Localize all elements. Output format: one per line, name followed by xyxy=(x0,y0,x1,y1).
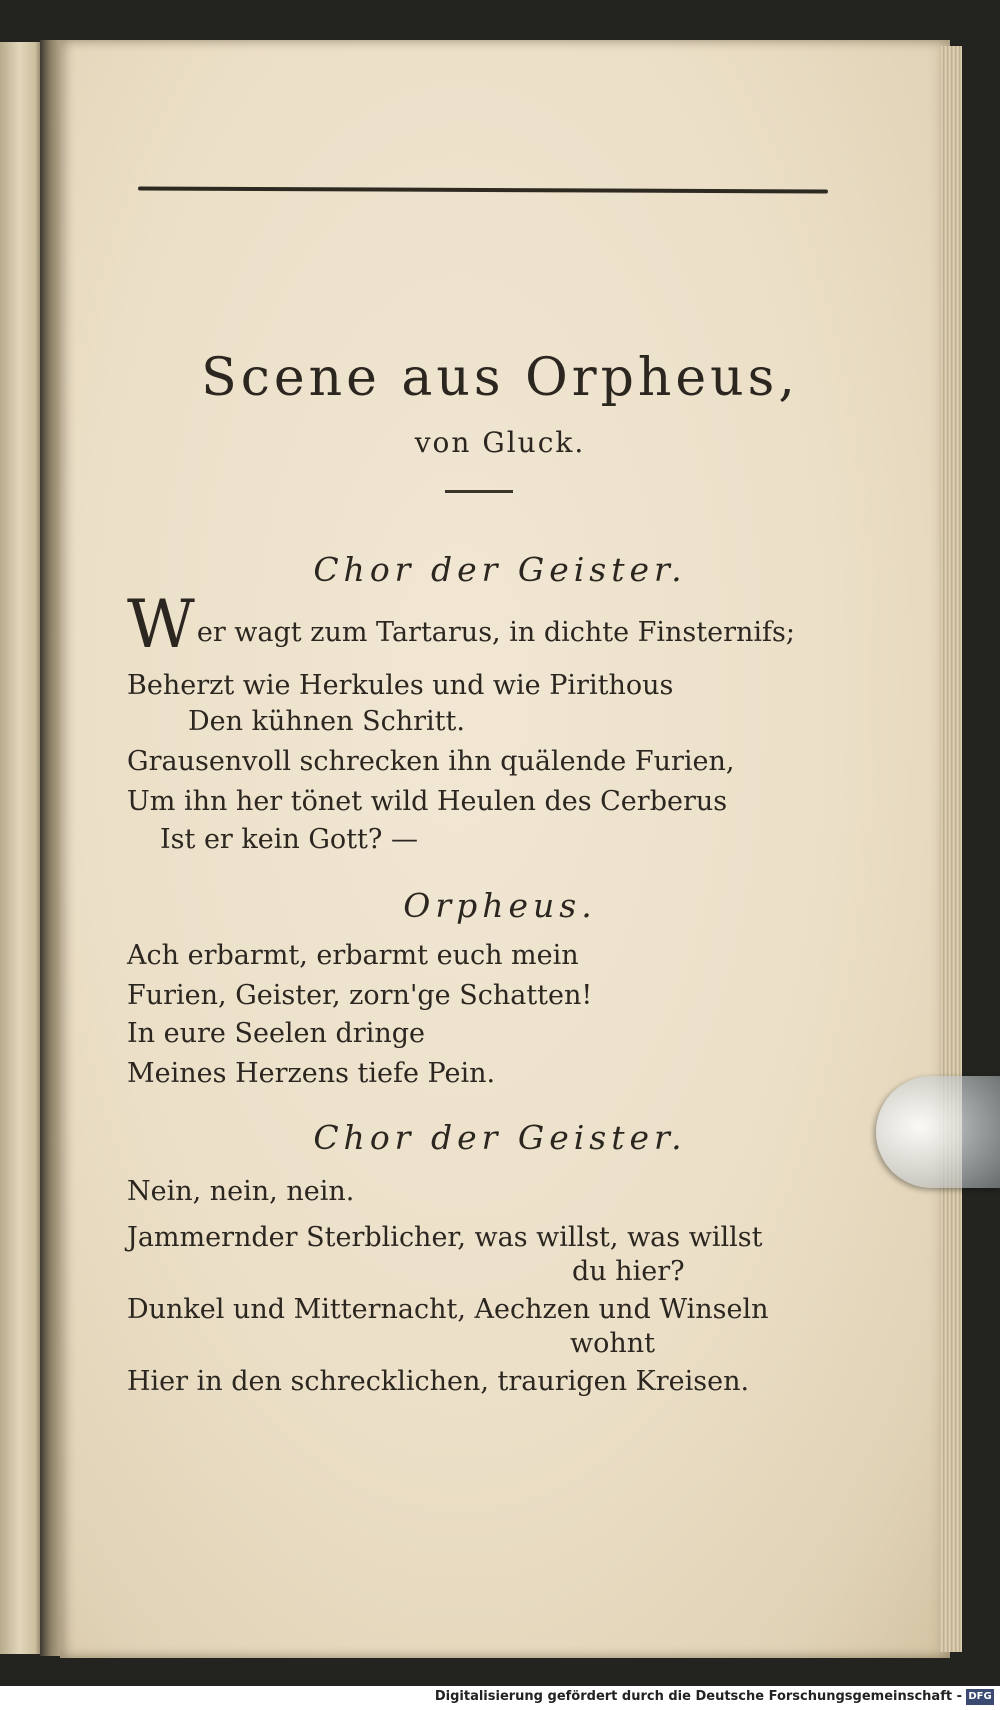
verse-line: Jammernder Sterblicher, was willst, was willst xyxy=(127,1222,763,1253)
verse-line-continuation: wohnt xyxy=(570,1328,655,1359)
speaker-heading: Orpheus. xyxy=(403,886,597,925)
drop-cap: W xyxy=(127,586,195,663)
verse-line: Dunkel und Mitternacht, Aechzen und Winseln xyxy=(127,1294,769,1325)
speaker-heading: Chor der Geister. xyxy=(313,1118,687,1157)
verse-line: Beherzt wie Herkules und wie Pirithous xyxy=(127,670,674,701)
verse-line: Ach erbarmt, erbarmt euch mein xyxy=(127,940,579,971)
verse-line: er wagt zum Tartarus, in dichte Finsternifs; xyxy=(196,617,795,648)
speaker-heading: Chor der Geister. xyxy=(313,550,687,589)
verse-line: Um ihn her tönet wild Heulen des Cerberus xyxy=(127,786,728,817)
verse-line: Den kühnen Schritt. xyxy=(188,706,465,737)
dfg-logo: DFG xyxy=(966,1689,994,1705)
digitization-footer xyxy=(0,1686,1000,1710)
left-page-edge xyxy=(0,42,44,1654)
verse-line: Furien, Geister, zorn'ge Schatten! xyxy=(127,980,593,1011)
verse-line: In eure Seelen dringe xyxy=(127,1018,425,1049)
page-subtitle: von Gluck. xyxy=(414,426,586,459)
page-title: Scene aus Orpheus, xyxy=(201,348,799,408)
verse-first-line xyxy=(127,586,795,663)
verse-line-continuation: du hier? xyxy=(572,1256,685,1287)
page-stack-edge xyxy=(940,46,962,1652)
title-divider xyxy=(445,490,513,493)
verse-line: Grausenvoll schrecken ihn quälende Furien, xyxy=(127,746,735,777)
funding-notice: Digitalisierung gefördert durch die Deutsche Forschungsgemeinschaft - xyxy=(434,1689,962,1704)
verse-line: Hier in den schrecklichen, traurigen Kreisen. xyxy=(127,1366,750,1397)
verse-line: Ist er kein Gott? — xyxy=(160,824,418,855)
verse-line: Nein, nein, nein. xyxy=(127,1176,355,1207)
verse-line: Meines Herzens tiefe Pein. xyxy=(127,1058,496,1089)
